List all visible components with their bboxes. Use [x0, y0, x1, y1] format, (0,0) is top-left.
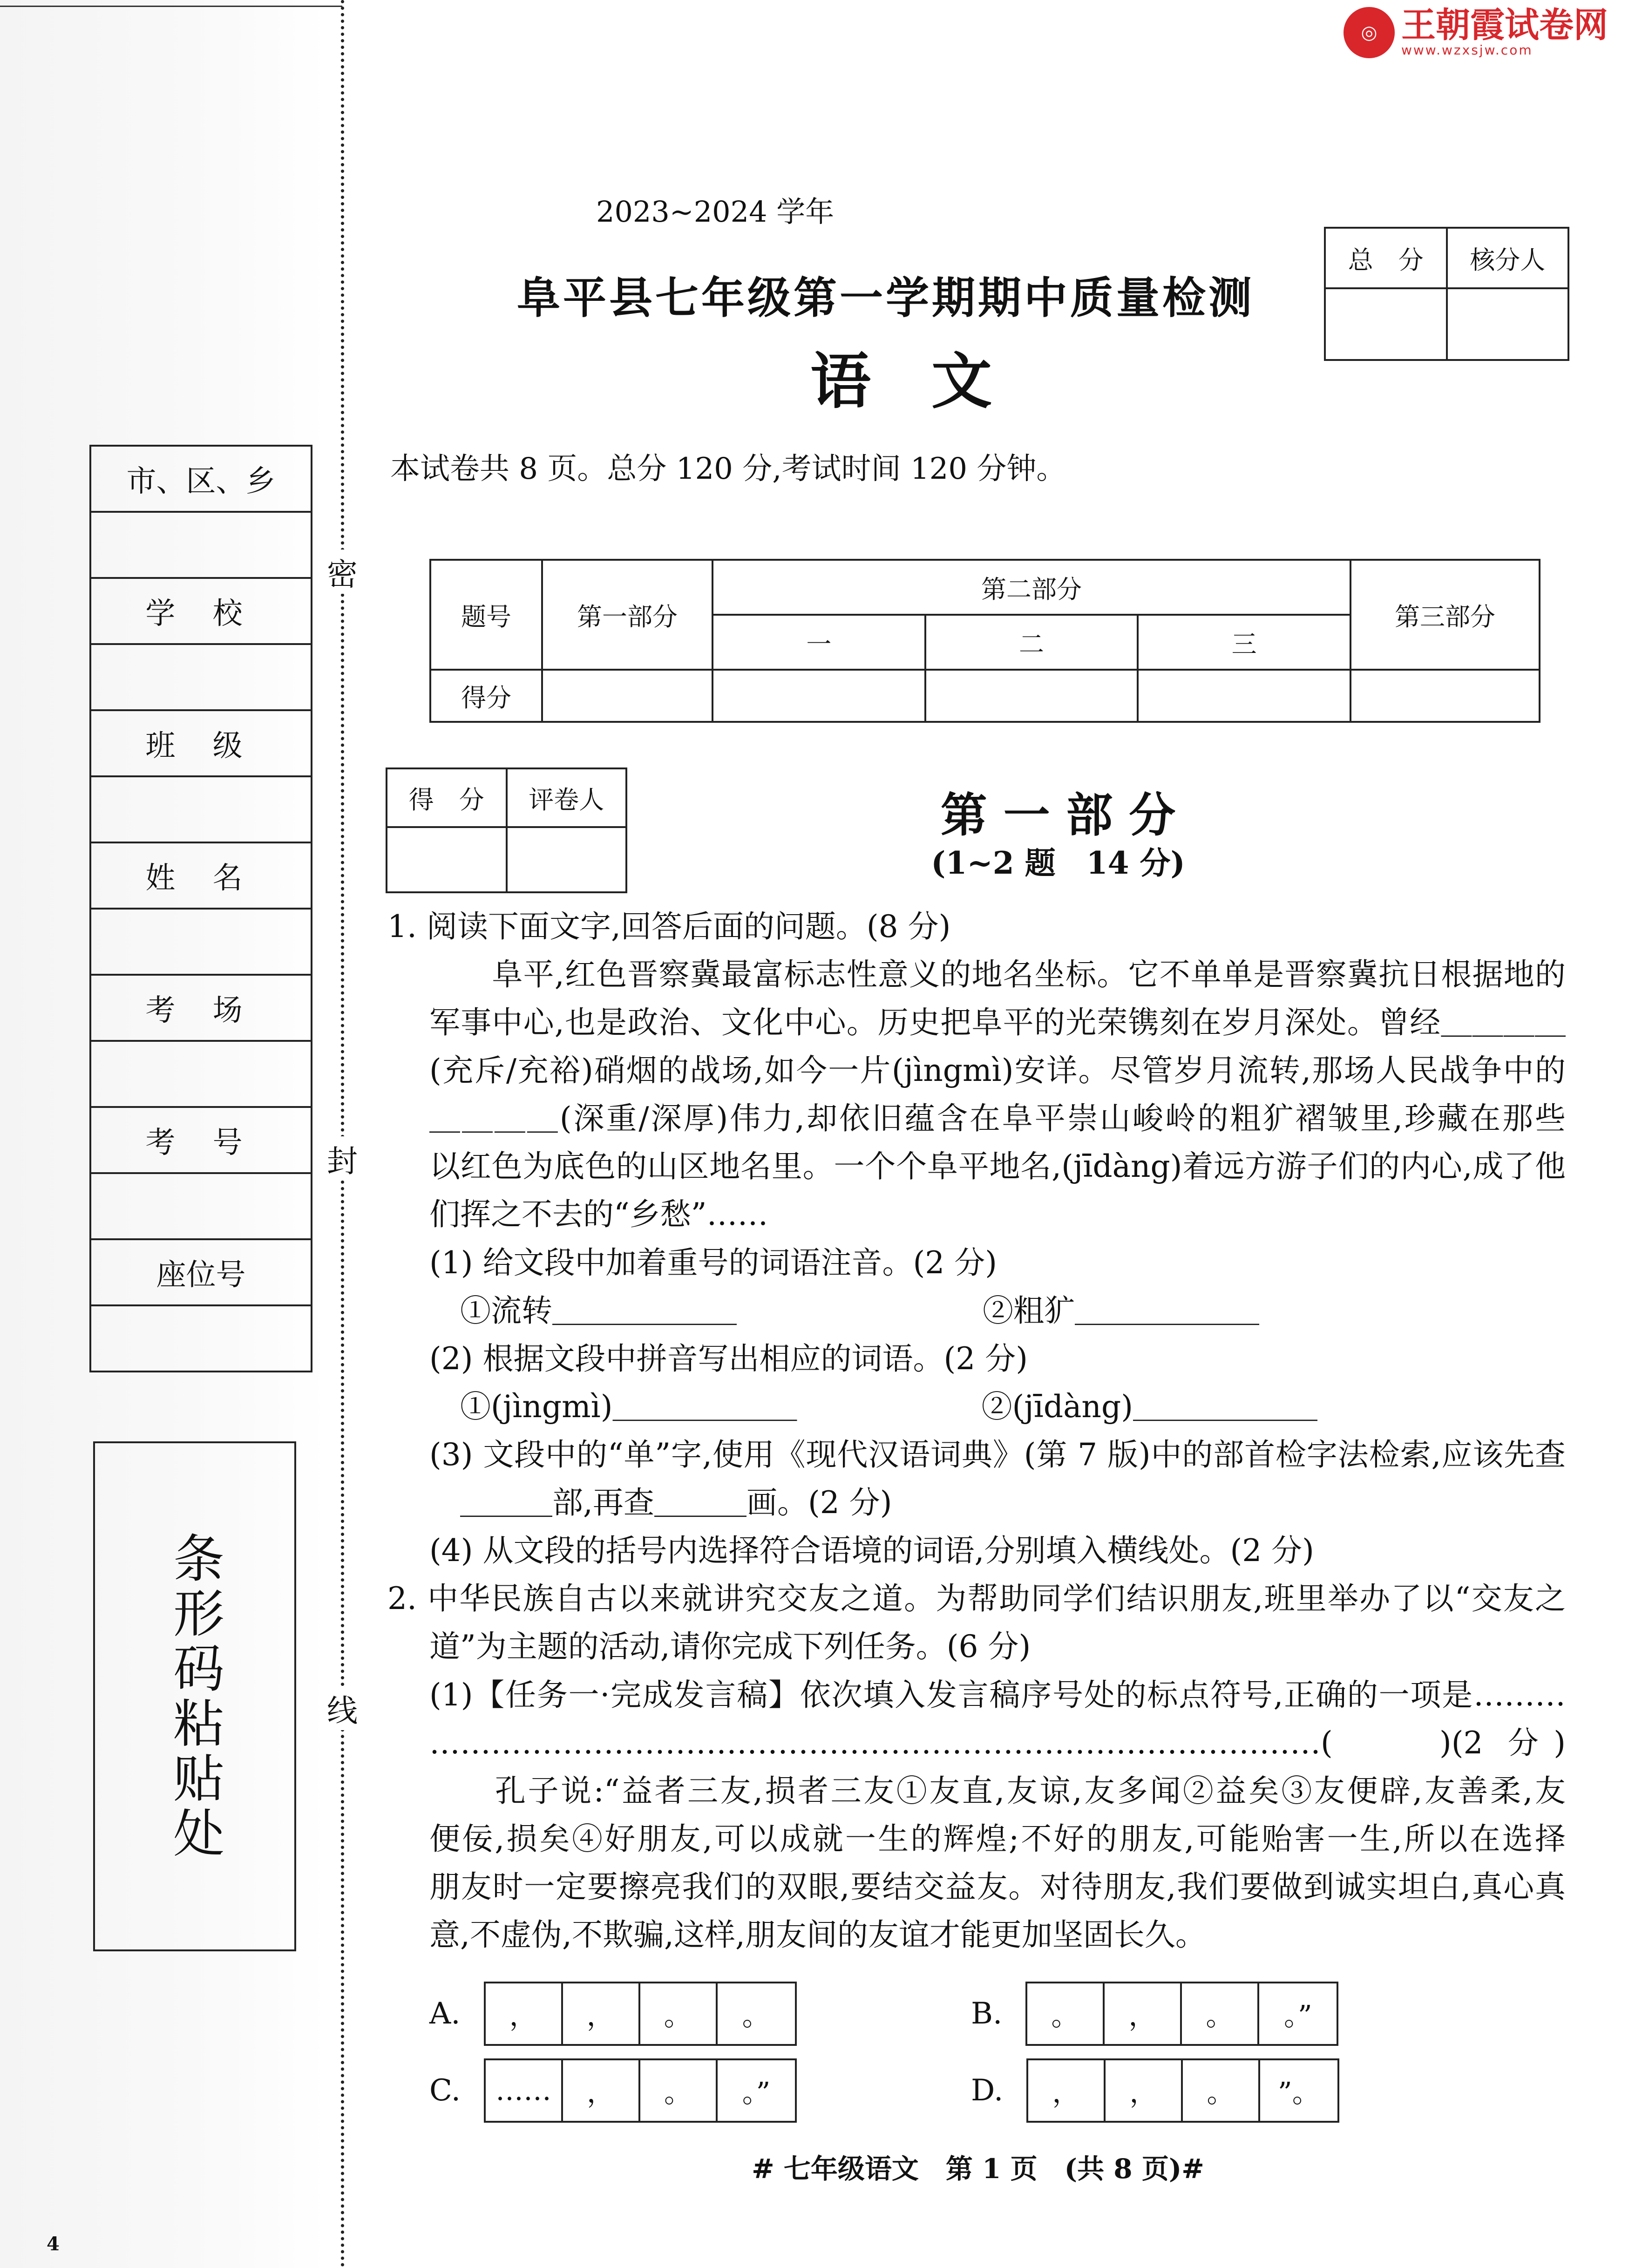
field-seat[interactable] [90, 1305, 312, 1372]
label-exam-room: 考 场 [90, 975, 312, 1041]
option-label: A. [429, 1996, 461, 2031]
student-info-table [89, 445, 312, 1372]
text-line: ①(jìngmì)＿＿＿＿＿＿ ②(jīdàng)＿＿＿＿＿＿ [429, 1389, 1317, 1425]
score-cell[interactable] [542, 670, 713, 722]
checker-label: 核分人 [1447, 228, 1569, 288]
label-school: 学 校 [90, 578, 312, 644]
col-part-1: 第一部分 [542, 560, 713, 670]
barcode-area [93, 1441, 296, 1951]
label-district: 市、区、乡 [90, 446, 312, 512]
text-line: 意,不虚伪,不欺骗,这样,朋友间的友谊才能更加坚固长久。 [429, 1917, 1206, 1953]
option-cell: ， [1106, 2060, 1183, 2121]
field-exam-room[interactable] [90, 1041, 312, 1107]
checker-field[interactable] [1447, 288, 1569, 360]
barcode-label: 条形码粘贴处 [165, 1531, 224, 1861]
col-part-2-sub-2: 二 [925, 615, 1138, 670]
score-cell[interactable] [1350, 670, 1540, 722]
field-exam-number[interactable] [90, 1173, 312, 1239]
option-label: B. [971, 1996, 1003, 2031]
option-cell: 。 [640, 1983, 718, 2044]
option-cell: ， [563, 1983, 640, 2044]
option-cell: ， [1105, 1983, 1182, 2044]
grader-field[interactable] [507, 827, 627, 892]
field-school[interactable] [90, 644, 312, 710]
option-b[interactable] [971, 1982, 1338, 2046]
option-d[interactable] [971, 2058, 1339, 2123]
option-cell: 。 [1182, 1983, 1259, 2044]
score-cell[interactable] [713, 670, 925, 722]
text-line: 阜平,红色晋察冀最富标志性意义的地名坐标。它不单单是晋察冀抗日根据地的 [429, 957, 1566, 992]
text-line: (1)【任务一·完成发言稿】依次填入发言稿序号处的标点符号,正确的一项是……… [429, 1677, 1566, 1713]
exam-intro: 本试卷共 8 页。总分 120 分,考试时间 120 分钟。 [390, 452, 1066, 486]
col-question-number: 题号 [430, 560, 542, 670]
option-cell: 。 [742, 2000, 770, 2032]
subject-title: 语 文 [810, 346, 992, 417]
text-line: ……………………………………………………………………………( )(2 分) [429, 1725, 1566, 1761]
col-part-2-sub-1: 一 [713, 615, 925, 670]
text-line: 军事中心,也是政治、文化中心。历史把阜平的光荣镌刻在岁月深处。曾经＿＿＿＿ [429, 1005, 1566, 1040]
option-cell: 。 [1027, 1983, 1105, 2044]
grader-score-field[interactable] [387, 827, 507, 892]
text-line: (4) 从文段的括号内选择符合语境的词语,分别填入横线处。(2 分) [429, 1533, 1314, 1569]
option-label: C. [429, 2073, 461, 2108]
text-line: (1) 给文段中加着重号的词语注音。(2 分) [429, 1245, 997, 1281]
col-part-2-sub-3: 三 [1138, 615, 1350, 670]
label-name: 姓 名 [90, 842, 312, 909]
school-year: 2023~2024 学年 [596, 195, 835, 229]
binding-dotted-line [341, 0, 344, 2268]
text-line: 便佞,损矣④好朋友,可以成就一生的辉煌;不好的朋友,可能贻害一生,所以在选择 [429, 1821, 1566, 1857]
text-line: 以红色为底色的山区地名里。一个个阜平地名,(jīdàng)着远方游子们的内心,成了他 [429, 1148, 1566, 1184]
section-subtitle: (1~2 题 14 分) [931, 845, 1185, 881]
score-cell[interactable] [925, 670, 1138, 722]
corner-number: 4 [47, 2233, 60, 2255]
option-c[interactable] [429, 2058, 797, 2123]
grader-box [386, 767, 627, 893]
page-footer: # 七年级语文 第 1 页 (共 8 页)# [752, 2153, 1204, 2185]
logo-url: www.wzxsjw.com [1401, 42, 1533, 58]
field-class[interactable] [90, 776, 312, 842]
option-cell: 。” [742, 2077, 771, 2109]
seal-mark-xian: 线 [326, 1686, 359, 1730]
text-line: 孔子说:“益者三友,损者三友①友直,友谅,友多闻②益矣③友便辟,友善柔,友 [429, 1773, 1566, 1809]
logo-name: 王朝霞试卷网 [1401, 5, 1608, 45]
grader-label: 评卷人 [507, 768, 627, 827]
text-line: 2. 中华民族自古以来就讲究交友之道。为帮助同学们结识朋友,班里举办了以“交友之 [387, 1581, 1566, 1616]
text-line: 们挥之不去的“乡愁”…… [429, 1196, 768, 1232]
site-logo [1344, 7, 1608, 58]
logo-badge-icon: ◎ [1344, 7, 1395, 58]
top-rule [0, 6, 342, 7]
col-part-2: 第二部分 [713, 560, 1350, 615]
total-score-label: 总 分 [1325, 228, 1447, 288]
label-class: 班 级 [90, 710, 312, 776]
exam-title: 阜平县七年级第一学期期中质量检测 [517, 272, 1255, 323]
option-label: D. [971, 2073, 1004, 2108]
text-line: 1. 阅读下面文字,回答后面的问题。(8 分) [387, 909, 951, 944]
section-title: 第 一 部 分 [940, 788, 1176, 842]
text-line: 道”为主题的活动,请你完成下列任务。(6 分) [429, 1629, 1031, 1664]
option-a[interactable] [429, 1982, 797, 2046]
option-cell: ， [563, 2060, 640, 2121]
row-score-label: 得分 [430, 670, 542, 722]
seal-mark-feng: 封 [326, 1136, 359, 1181]
label-seat: 座位号 [90, 1239, 312, 1305]
seal-mark-mi: 密 [326, 550, 359, 594]
text-line: ＿＿＿＿(深重/深厚)伟力,却依旧蕴含在阜平崇山峻岭的粗犷褶皱里,珍藏在那些 [429, 1100, 1566, 1136]
text-line: ＿＿＿部,再查＿＿＿画。(2 分) [429, 1485, 892, 1521]
col-part-3: 第三部分 [1350, 560, 1540, 670]
total-score-box [1324, 227, 1569, 361]
total-score-field[interactable] [1325, 288, 1447, 360]
text-line: (充斥/充裕)硝烟的战场,如今一片(jìngmì)安详。尽管岁月流转,那场人民战争中的 [429, 1053, 1566, 1088]
grader-score-label: 得 分 [387, 768, 507, 827]
option-cell: ”。 [1278, 2077, 1320, 2109]
label-exam-number: 考 号 [90, 1107, 312, 1173]
option-cell: ， [1028, 2060, 1106, 2121]
option-cell: 。 [1183, 2060, 1260, 2121]
score-table [429, 559, 1540, 723]
text-line: ①流转＿＿＿＿＿＿ ②粗犷＿＿＿＿＿＿ [429, 1293, 1259, 1329]
text-line: (3) 文段中的“单”字,使用《现代汉语词典》(第 7 版)中的部首检字法检索,应该先查 [429, 1437, 1566, 1473]
option-cell: 。” [1284, 2000, 1312, 2032]
field-district[interactable] [90, 512, 312, 578]
text-line: 朋友时一定要擦亮我们的双眼,要结交益友。对待朋友,我们要做到诚实坦白,真心真 [429, 1869, 1566, 1905]
score-cell[interactable] [1138, 670, 1350, 722]
option-cell: 。 [640, 2060, 718, 2121]
option-cell: ， [486, 1983, 563, 2044]
text-line: (2) 根据文段中拼音写出相应的词语。(2 分) [429, 1341, 1028, 1377]
field-name[interactable] [90, 909, 312, 975]
option-cell: …… [486, 2060, 563, 2121]
